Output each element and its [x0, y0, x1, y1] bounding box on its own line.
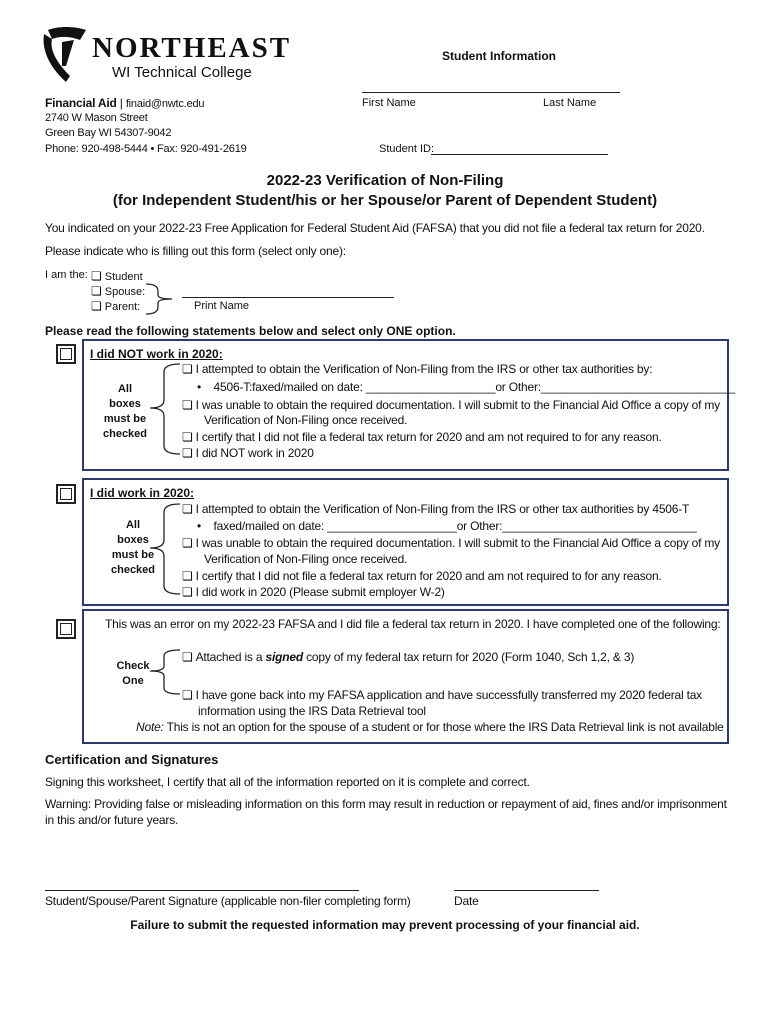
section1-heading: I did NOT work in 2020: [90, 347, 223, 361]
section2-heading: I did work in 2020: [90, 486, 195, 500]
left-brace-icon [146, 502, 182, 598]
section2-group-label: All boxes must be checked [110, 519, 156, 576]
college-logo [40, 26, 290, 86]
student-info-heading: Student Information [442, 49, 556, 63]
s3-note: Note: This is not an option for the spouse of a student or for those where the IRS Data Retrieval link is not available [136, 720, 724, 734]
option-did-not-work-checkbox[interactable] [56, 344, 76, 364]
certification-heading: Certification and Signatures [45, 752, 219, 767]
option-did-work-checkbox[interactable] [56, 484, 76, 504]
left-brace-icon [146, 648, 182, 696]
filer-label: I am the: [45, 269, 88, 281]
s3-item-irs-drt-cont: information using the IRS Data Retrieval tool [198, 704, 426, 718]
form-subtitle: (for Independent Student/his or her Spouse/or Parent of Dependent Student) [112, 192, 658, 209]
section1-group-label: All boxes must be checked [102, 383, 148, 440]
s2-item-did-work[interactable]: ❏ I did work in 2020 (Please submit employer W-2) [182, 585, 445, 599]
office-name: Financial Aid [45, 96, 117, 110]
option-error-checkbox[interactable] [56, 619, 76, 639]
footer-warning: Failure to submit the requested information may prevent processing of your financial aid. [130, 918, 640, 932]
left-brace-icon [146, 362, 182, 458]
select-one-instruction: Please read the following statements below and select only ONE option. [45, 324, 456, 338]
certification-statement: Signing this worksheet, I certify that all of the information reported on it is complete and correct. [45, 775, 530, 789]
form-title: 2022-23 Verification of Non-Filing [266, 172, 504, 189]
s1-bullet-4506t: • 4506-T:faxed/mailed on date: ____________________or Other:______________________________ [197, 380, 736, 394]
signature-field[interactable] [45, 890, 359, 891]
s1-item-unable-cont: Verification of Non-Filing once received. [204, 413, 408, 427]
s1-item-certify[interactable]: ❏ I certify that I did not file a federal tax return for 2020 and am not required to for any reason. [182, 430, 662, 444]
filer-option-spouse[interactable]: ❏ Spouse: [91, 284, 146, 298]
logo-mark-icon [40, 26, 90, 84]
filer-option-parent[interactable]: ❏ Parent: [91, 299, 141, 313]
print-name-label: Print Name [194, 300, 250, 312]
name-line[interactable] [362, 92, 620, 93]
office-email[interactable]: finaid@nwtc.edu [125, 98, 205, 110]
city-address: Green Bay WI 54307-9042 [45, 127, 172, 139]
s1-item-did-not-work[interactable]: ❏ I did NOT work in 2020 [182, 446, 314, 460]
contact-header: Financial Aid | finaid@nwtc.edu [45, 96, 205, 110]
last-name-label: Last Name [543, 97, 597, 109]
signature-label: Student/Spouse/Parent Signature (applicable non-filer completing form) [45, 894, 411, 908]
warning-text: Warning: Providing false or misleading information on this form may result in reduction or repayment of aid, fines and/or imprisonment [45, 797, 727, 811]
date-field[interactable] [454, 890, 599, 891]
s1-item-attempted[interactable]: ❏ I attempted to obtain the Verification of Non-Filing from the IRS or other tax authorities by: [182, 362, 653, 376]
logo-subtitle: WI Technical College [112, 64, 252, 81]
warning-text-cont: in this and/or future years. [45, 813, 179, 827]
s1-item-unable[interactable]: ❏ I was unable to obtain the required documentation. I will submit to the Financial Aid Office a copy of my [182, 398, 720, 412]
student-id-label: Student ID: [379, 143, 435, 155]
first-name-label: First Name [362, 97, 416, 109]
right-brace-icon [144, 282, 180, 316]
phone-fax: Phone: 920-498-5444 • Fax: 920-491-2619 [45, 143, 247, 155]
print-name-field[interactable] [182, 297, 394, 298]
filer-option-student[interactable]: ❏ Student [91, 269, 143, 283]
section3-group-label: Check One [116, 660, 150, 687]
filer-instruction: Please indicate who is filling out this form (select only one): [45, 244, 346, 258]
s2-bullet-4506t: • faxed/mailed on date: ____________________or Other:______________________________ [197, 519, 697, 533]
s3-item-irs-drt[interactable]: ❏ I have gone back into my FAFSA application and have successfully transferred my 2020 federal tax [182, 688, 702, 702]
s2-item-certify[interactable]: ❏ I certify that I did not file a federal tax return for 2020 and am not required to for any reason. [182, 569, 662, 583]
s2-item-unable-cont: Verification of Non-Filing once received. [204, 552, 408, 566]
s3-item-attached-return[interactable]: ❏ Attached is a signed copy of my federal tax return for 2020 (Form 1040, Sch 1,2, & 3) [182, 650, 635, 664]
section3-heading: This was an error on my 2022-23 FAFSA and I did file a federal tax return in 2020. I have completed one of the following: [105, 617, 721, 631]
intro-text: You indicated on your 2022-23 Free Application for Federal Student Aid (FAFSA) that you did not file a federal tax return for 2020. [45, 221, 705, 235]
street-address: 2740 W Mason Street [45, 112, 148, 124]
s2-item-attempted[interactable]: ❏ I attempted to obtain the Verification of Non-Filing from the IRS or other tax authorities by 4506-T [182, 502, 690, 516]
logo-wordmark: NORTHEAST [92, 32, 292, 64]
date-label: Date [454, 894, 479, 908]
student-id-field[interactable] [431, 154, 608, 155]
s2-item-unable[interactable]: ❏ I was unable to obtain the required documentation. I will submit to the Financial Aid Office a copy of my [182, 536, 720, 550]
